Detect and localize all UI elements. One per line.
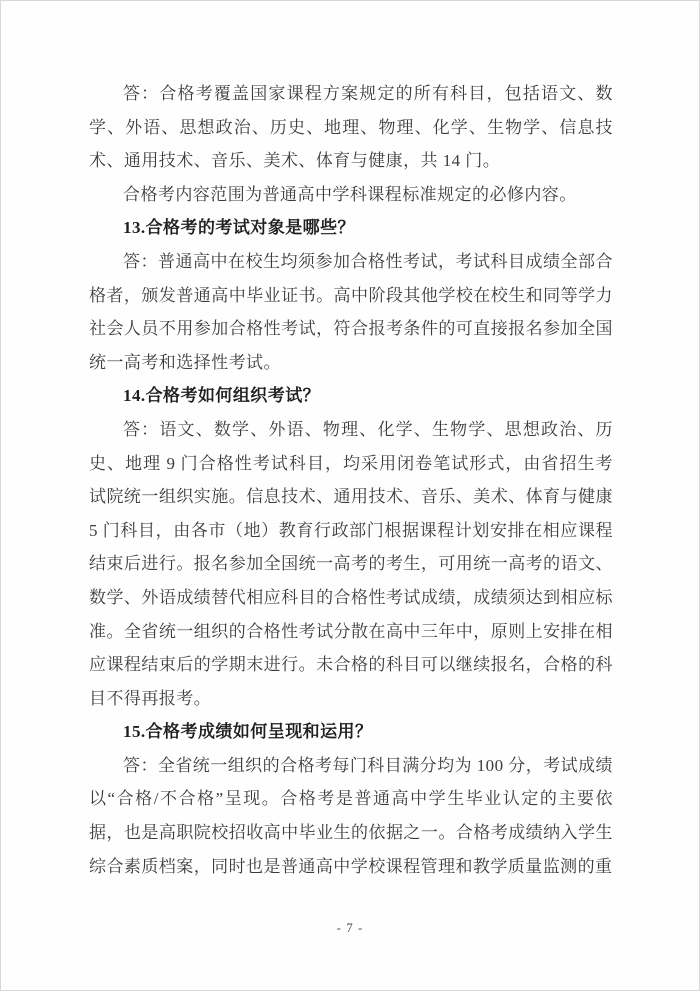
paragraph-q12-answer: 答：合格考覆盖国家课程方案规定的所有科目，包括语文、数学、外语、思想政治、历史、地理、物理、化学、生物学、信息技术、通用技术、音乐、美术、体育与健康，共 14 门。 <box>89 84 613 171</box>
heading-question-13: 13.合格考的考试对象是哪些？ <box>123 218 355 238</box>
paragraph-q15-answer: 答：全省统一组织的合格考每门科目满分均为 100 分，考试成绩以“合格/不合格”呈现。合格考是普通高中学生毕业认定的主要依据，也是高职院校招收高中毕业生的依据之一。合格考成绩纳入学生综合素质档案，同时也是普通高中学校课程管理和教学质量监测的重 <box>89 755 613 876</box>
paragraph-q14-answer: 答：语文、数学、外语、物理、化学、生物学、思想政治、历史、地理 9 门合格性考试科目，均采用闭卷笔试形式，由省招生考试院统一组织实施。信息技术、通用技术、音乐、美术、体育与健康 5 门科目，由各市（地）教育行政部门根据课程计划安排在相应课程结束后进行。报名参加全国统一高考的考生，可用统一高考的语文、数学、外语成绩替代相应科目的合格性考试成绩，成绩须达到相应标准。全省统一组织的合格性考试分散在高中三年中，原则上安排在相应课程结束后的学期末进行。未合格的科目可以继续报名，合格的科目不得再报考。 <box>89 419 613 708</box>
document-content <box>1 1 699 883</box>
paragraph-q13-answer: 答：普通高中在校生均须参加合格性考试，考试科目成绩全部合格者，颁发普通高中毕业证书。高中阶段其他学校在校生和同等学力社会人员不用参加合格性考试，符合报考条件的可直接报名参加全国统一高考和选择性考试。 <box>89 251 613 372</box>
heading-question-15: 15.合格考成绩如何呈现和运用？ <box>123 722 373 742</box>
page-number: - 7 - <box>336 920 364 935</box>
heading-question-14: 14.合格考如何组织考试？ <box>123 386 321 406</box>
paragraph-q12-scope-note: 合格考内容范围为普通高中学科课程标准规定的必修内容。 <box>123 184 577 204</box>
